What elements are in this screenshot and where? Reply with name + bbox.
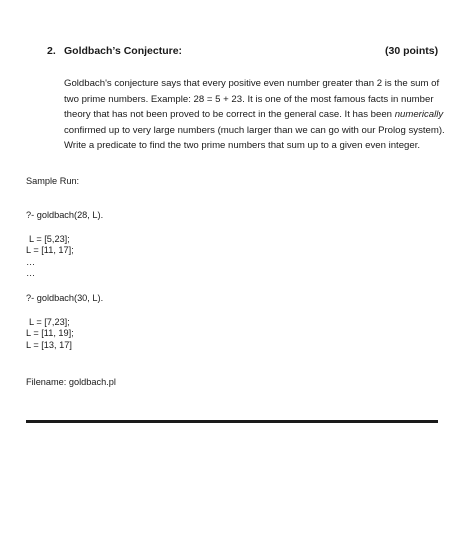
- description-emphasis: numerically: [394, 109, 444, 121]
- result-line: L = [5,23];: [29, 234, 70, 244]
- filename-label: Filename: goldbach.pl: [26, 377, 116, 387]
- question-title: Goldbach’s Conjecture:: [64, 45, 183, 57]
- question-number: 2.: [47, 45, 56, 57]
- description-line: Goldbach's conjecture says that every positive even number greater than 2 is the sum of: [64, 78, 440, 89]
- description-line: confirmed up to very large numbers (much larger than we can go with our Prolog system).: [64, 124, 445, 136]
- horizontal-rule: [26, 420, 438, 423]
- description-line: two prime numbers. Example: 28 = 5 + 23. It is one of the most famous facts in number: [64, 93, 434, 105]
- description-line: [64, 107, 446, 123]
- sample-query-2: ?- goldbach(30, L).: [26, 293, 104, 303]
- sample-run-label: Sample Run:: [26, 176, 80, 186]
- question-description: [64, 76, 446, 154]
- result-line: L = [13, 17]: [26, 339, 72, 350]
- sample-query-1: ?- goldbach(28, L).: [26, 210, 104, 220]
- result-line: …: [26, 256, 36, 267]
- result-line: …: [26, 267, 36, 278]
- result-line: L = [11, 19];: [26, 328, 74, 339]
- description-text: theory that has not been proved to be correct in the general case. It has been: [64, 109, 393, 121]
- question-points: (30 points): [385, 45, 439, 57]
- result-line: L = [11, 17];: [26, 245, 74, 256]
- sample-results-2: [26, 317, 74, 351]
- result-line: L = [7,23];: [29, 317, 70, 327]
- sample-results-1: [26, 234, 74, 279]
- description-line: Write a predicate to find the two prime numbers that sum up to a given even integer.: [64, 140, 421, 152]
